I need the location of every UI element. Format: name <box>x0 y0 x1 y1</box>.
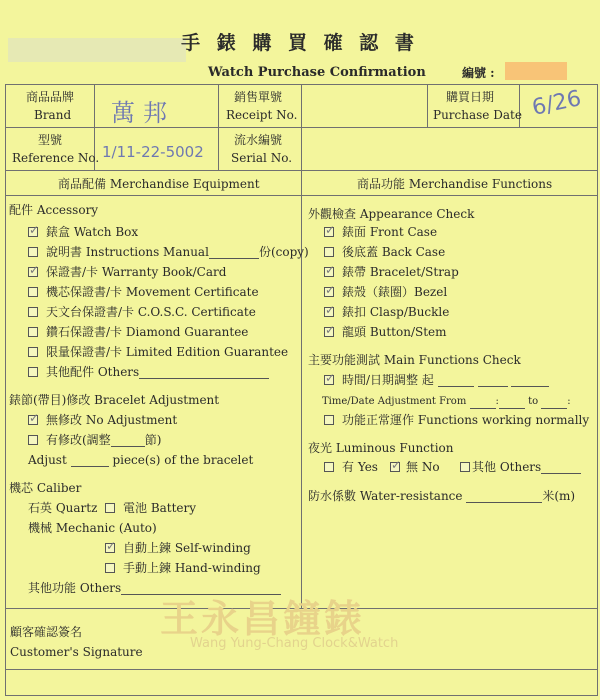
self-winding-label: 自動上鍊 Self-winding <box>123 541 251 555</box>
model-label-en: Reference No. <box>12 151 100 165</box>
checkbox-lum-others[interactable] <box>460 462 470 472</box>
serial-number-label: 編號 : <box>462 66 495 80</box>
brand-value: 萬邦 <box>111 99 175 127</box>
checkbox-battery[interactable] <box>105 503 115 513</box>
lum-no-label: 無 No <box>406 460 440 474</box>
time-adjust-en: Time/Date Adjustment From : to : <box>322 396 571 407</box>
item-cosc-cert: 天文台保證書/卡 C.O.S.C. Certificate <box>46 305 256 319</box>
checkbox-working[interactable] <box>324 415 334 425</box>
checkbox-watch-box[interactable]: ✓ <box>29 223 40 237</box>
checkbox-front-case[interactable]: ✓ <box>325 223 336 237</box>
checkbox-hand-winding[interactable] <box>105 563 115 573</box>
item-manual: 說明書 Instructions Manual 份(copy) <box>46 245 309 259</box>
lum-others-label: 其他 Others <box>472 460 581 474</box>
battery-label: 電池 Battery <box>123 501 197 515</box>
date-label-zh: 購買日期 <box>446 90 495 104</box>
signature-label-en: Customer's Signature <box>10 645 143 659</box>
checkbox-manual[interactable] <box>28 247 38 257</box>
checkbox-button-stem[interactable]: ✓ <box>325 323 336 337</box>
adjust-pieces-line: Adjust piece(s) of the bracelet <box>28 453 254 467</box>
no-adjust-label: 無修改 No Adjustment <box>46 413 178 427</box>
bezel-label: 錶殼（錶圈）Bezel <box>342 285 448 299</box>
model-value: 1/11-22-5002 <box>102 143 204 161</box>
other-functions-label: 其他功能 Others <box>28 581 281 595</box>
document-subtitle: Watch Purchase Confirmation <box>208 65 426 80</box>
item-limited: 限量保證書/卡 Limited Edition Guarantee <box>46 345 289 359</box>
equipment-heading: 商品配備 Merchandise Equipment <box>58 177 260 191</box>
checkbox-lum-no[interactable]: ✓ <box>391 458 402 472</box>
time-adjust-label: 時間/日期調整 起 <box>342 373 549 387</box>
document-title: 手 錶 購 買 確 認 書 <box>181 32 419 54</box>
signature-label-zh: 顧客確認簽名 <box>10 625 83 639</box>
item-other-accessory: 其他配件 Others <box>46 365 269 379</box>
quartz-label: 石英 Quartz <box>28 501 98 515</box>
serial-number-highlight <box>505 62 567 80</box>
item-watch-box: 錶盒 Watch Box <box>46 225 139 239</box>
checkbox-time-adjust[interactable]: ✓ <box>325 371 336 385</box>
luminous-title: 夜光 Luminous Function <box>308 441 454 455</box>
hand-winding-label: 手動上鍊 Hand-winding <box>123 561 261 575</box>
receipt-label-zh: 銷售單號 <box>234 90 283 104</box>
working-label: 功能正常運作 Functions working normally <box>342 413 590 427</box>
back-case-label: 後底蓋 Back Case <box>342 245 446 259</box>
clasp-label: 錶扣 Clasp/Buckle <box>342 305 450 319</box>
accessory-title: 配件 Accessory <box>9 203 99 217</box>
adjusted-label: 有修改(調整 節) <box>46 433 162 447</box>
checkbox-clasp[interactable]: ✓ <box>325 303 336 317</box>
checkbox-lum-yes[interactable] <box>324 462 334 472</box>
checkbox-bezel[interactable]: ✓ <box>325 283 336 297</box>
checkbox-self-winding[interactable]: ✓ <box>106 539 117 553</box>
receipt-label-en: Receipt No. <box>226 108 298 122</box>
checkbox-other-accessory[interactable] <box>28 367 38 377</box>
front-case-label: 錶面 Front Case <box>342 225 438 239</box>
checkbox-movement-cert[interactable] <box>28 287 38 297</box>
bracelet-title: 錶節(帶目)修改 Bracelet Adjustment <box>9 393 220 407</box>
button-stem-label: 龍頭 Button/Stem <box>342 325 447 339</box>
model-label-zh: 型號 <box>38 133 63 147</box>
item-warranty: 保證書/卡 Warranty Book/Card <box>46 265 227 279</box>
checkbox-diamond[interactable] <box>28 327 38 337</box>
checkbox-back-case[interactable] <box>324 247 334 257</box>
serial-label-en: Serial No. <box>231 151 293 165</box>
functions-heading: 商品功能 Merchandise Functions <box>357 177 553 191</box>
main-functions-title: 主要功能測試 Main Functions Check <box>308 353 521 367</box>
brand-label-zh: 商品品牌 <box>26 90 75 104</box>
watermark-english: Wang Yung-Chang Clock&Watch <box>190 636 399 651</box>
checkbox-warranty[interactable]: ✓ <box>29 263 40 277</box>
caliber-title: 機芯 Caliber <box>9 481 82 495</box>
lum-yes-label: 有 Yes <box>342 460 378 474</box>
item-movement-cert: 機芯保證書/卡 Movement Certificate <box>46 285 259 299</box>
water-resistance-label: 防水係數 Water-resistance 米(m) <box>308 489 576 503</box>
checkbox-limited[interactable] <box>28 347 38 357</box>
appearance-title: 外觀檢查 Appearance Check <box>308 207 475 221</box>
checkbox-no-adjust[interactable]: ✓ <box>29 411 40 425</box>
watermark-chinese: 王永昌鐘錶 <box>160 596 366 641</box>
serial-label-zh: 流水編號 <box>234 133 283 147</box>
checkbox-cosc-cert[interactable] <box>28 307 38 317</box>
date-value: 6/26 <box>529 86 584 121</box>
mechanic-label: 機械 Mechanic (Auto) <box>28 521 157 535</box>
date-label-en: Purchase Date <box>433 108 522 122</box>
checkbox-adjusted[interactable] <box>28 435 38 445</box>
brand-label-en: Brand <box>34 108 72 122</box>
item-diamond: 鑽石保證書/卡 Diamond Guarantee <box>46 325 249 339</box>
bracelet-strap-label: 錶帶 Bracelet/Strap <box>342 265 459 279</box>
checkbox-bracelet-strap[interactable]: ✓ <box>325 263 336 277</box>
